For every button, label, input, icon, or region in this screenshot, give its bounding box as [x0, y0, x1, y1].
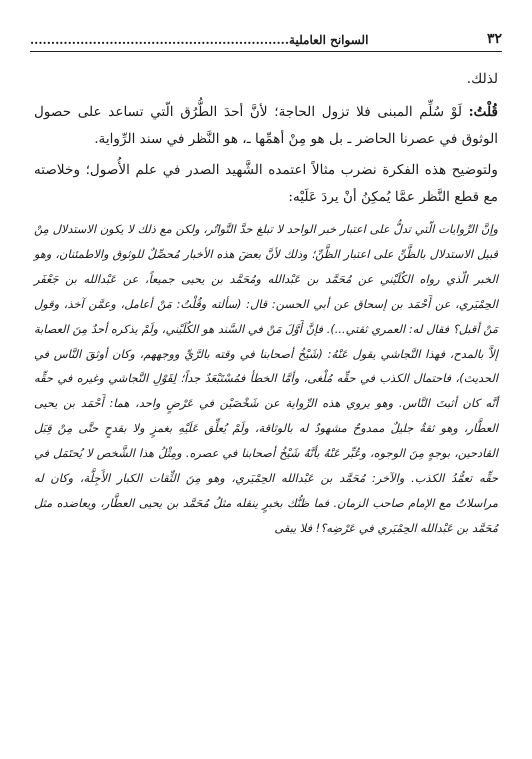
paragraph-qultu: [34, 99, 498, 153]
quoted-passage: وإنَّ الرِّوايات الّتي تدلُّ على اعتبار خبر الواحد لا تبلغ حدَّ التَّواتُر، ولكن مع ذلك لا يكون الاستدلال مِنْ قبيل الاستدلال بالظَّنِّ على اعتبار الظَّنِّ؛ وذلك لأنَّ بعضَ هذه الأخبار مُحصِّلٌ للوثوق والاطمئنان، وهو الخبر الّذي رواه الكُلَيْني عن مُحَمَّد بن عَبْدالله ومُحَمَّد بن يحيى جميعاً، عن عَبْدالله بن جَعْفَر الحِمْيَري، عن أَحْمَد بن إسحاق عن أبي الحسن: قال: (سألته وقُلْتُ: مَنْ أعامل، وعمَّن آخذ، وقول مَنْ أقبل؟ فقال له: العمري ثقتي...). فإنَّ أَوَّلَ مَنْ في السَّند هو الكُلَيْني، ولَمْ يذكره أحدٌ مِنَ العصابة إلاَّ بالمدح، فهذا النَّجاشي يقول عَنْهُ: (شَيْخُ أصحابنا في وقته بالرَّيِّ ووجههم، وكان أوثقَ النَّاس في الحديث)، فاحتمال الكذب في حقِّه مُلْغى، وأمَّا الخطأ فمُسْتَبْعَدٌ جداً؛ لِقَوْلِ النَّجاشي وغيره في حقِّه أنَّه كان أثبتَ النَّاس. وهو يروي هذه الرِّواية عن شَخْصَيْن في عَرْضٍ واحد، هما: أَحْمَد بن يحيى العطَّار، وهو ثقةٌ جليلٌ ممدوحٌ مشهودٌ له بالوثاقة، ولَمْ يُعلِّق عَلَيْهِ بغمزٍ ولا بقدحٍ حتَّى مِنْ قِبَل القادحين، بوجهٍ مِنَ الوجوه، وعُبِّر عَنْهُ بأنَّهُ شَيْخُ أصحابنا في عصره. ومِثْلُ هذا الشَّخص لا يُحتَمَل في حقِّه تعمُّدُ الكذب. والآخر: مُحَمَّد بن عَبْدالله الحِمْيَري، وهو مِنَ الثِّقات الكبار الأَجِلَّة، وكان له مراسلاتٌ مع الإمام صاحب الزمان. فما ظنُّك بخبرٍ ينقله مثلُ مُحَمَّد بن يحيى العطَّار، ويعاضده مثل مُحَمَّد بن عَبْدالله الحِمْيَري في عَرْضِه؟! فلا يبقى: [34, 222, 498, 535]
paragraph-continuation: لذلك.: [466, 71, 498, 87]
paragraph-qultu-text: لَوْ سُلِّم المبنى فلا تزول الحاجة؛ لأنَّ أحدَ الطُّرُق الّتي تساعد على حصول الوثوق في عصرنا الحاضر ـ بل هو مِنْ أهمِّها ـ، هو النَّظر في سند الرِّواية.: [34, 104, 498, 147]
page-number: ٣٢: [486, 31, 502, 47]
page-body: [34, 66, 498, 541]
paragraph-example-intro: ولتوضيح هذه الفكرة نضرب مثالاً اعتمده الشَّهيد الصدر في علم الأُصول؛ وخلاصته مع قطع النَّظر عمَّا يُمكِنُ أنْ يردَ عَلَيْه:: [34, 162, 498, 205]
page-header: [30, 22, 502, 52]
paragraph-lead-word: قُلْتُ:: [468, 104, 498, 120]
running-title: السوانح العاملية..............................................................: [30, 33, 369, 47]
